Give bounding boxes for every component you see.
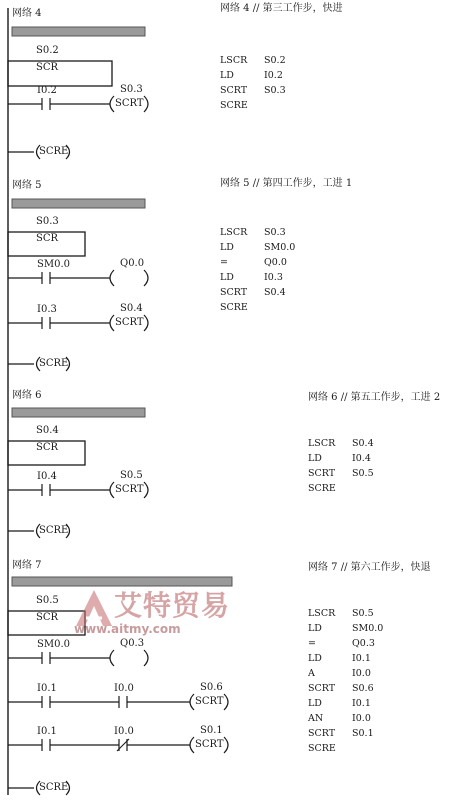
list-item <box>220 98 286 113</box>
network-7-rung-3-coil-right-paren <box>224 737 228 753</box>
instruction-op: SCRE <box>308 483 336 494</box>
network-5-rung-2-coil-left-paren <box>110 315 114 331</box>
instruction-op: SCRE <box>308 743 336 754</box>
network-7-rung-2-coil-right-paren <box>224 694 228 710</box>
network-6-title: 网络 6 <box>12 390 42 401</box>
instruction-op: AN <box>308 713 324 724</box>
network-5-rung-2-coil-label: S0.4 <box>120 303 143 314</box>
list-item <box>308 436 374 451</box>
instruction-op: SCRT <box>308 468 336 479</box>
list-item <box>308 711 383 726</box>
instruction-arg: S0.5 <box>352 468 374 479</box>
network-6-rung-1-coil-text: SCRT <box>115 484 144 495</box>
network-4-instruction-list <box>220 53 286 113</box>
list-item <box>220 68 286 83</box>
instruction-arg: I0.3 <box>264 272 283 283</box>
list-item <box>308 681 383 696</box>
list-item <box>220 255 295 270</box>
network-4-scre-text: SCRE <box>39 146 69 157</box>
network-7-rung-2-coil-left-paren <box>190 694 194 710</box>
network-6-instruction-list <box>308 436 374 496</box>
instruction-op: SCRE <box>220 100 248 111</box>
list-item <box>220 270 295 285</box>
instruction-op: SCRT <box>220 287 248 298</box>
instruction-op: LD <box>220 272 234 283</box>
watermark-url: www.aitmy.com <box>74 622 181 636</box>
network-4-rung-1-coil-label: S0.3 <box>120 84 143 95</box>
network-4-scr-address: S0.2 <box>36 45 59 56</box>
instruction-op: = <box>220 257 228 268</box>
network-4-header-bar <box>12 27 145 36</box>
list-item <box>220 285 295 300</box>
network-6-rung-1-contact-1-label: I0.4 <box>37 471 57 482</box>
network-7-instruction-list <box>308 606 383 756</box>
list-item <box>220 53 286 68</box>
list-item <box>308 621 383 636</box>
instruction-op: LSCR <box>308 608 336 619</box>
instruction-op: SCRT <box>220 85 248 96</box>
network-7-rung-1-coil-right-paren <box>144 650 148 666</box>
network-7-rung-3-coil-left-paren <box>190 737 194 753</box>
network-7-scr-text: SCR <box>36 612 59 623</box>
list-item <box>308 606 383 621</box>
network-7-rung-1-contact-1-label: SM0.0 <box>37 639 70 650</box>
network-6-scr-text: SCR <box>36 442 59 453</box>
network-5-rung-1-coil-label: Q0.0 <box>120 258 145 269</box>
network-7-rung-3-contact-1-label: I0.1 <box>37 726 57 737</box>
list-item <box>308 741 383 756</box>
network-6-scre-text: SCRE <box>39 525 69 536</box>
network-4-title: 网络 4 <box>12 8 42 19</box>
network-4-rung-1-coil-left-paren <box>110 96 114 112</box>
instruction-arg: I0.0 <box>352 668 371 679</box>
network-7-rung-1-coil-label: Q0.3 <box>120 638 145 649</box>
instruction-arg: S0.3 <box>264 227 286 238</box>
instruction-op: SCRT <box>308 728 336 739</box>
network-6-rung-1-coil-label: S0.5 <box>120 470 143 481</box>
instruction-arg: I0.0 <box>352 713 371 724</box>
network-5-rung-2-contact-1-label: I0.3 <box>37 304 57 315</box>
instruction-arg: S0.3 <box>264 85 286 96</box>
network-6-comment: 网络 6 // 第五工作步，工进 2 <box>308 392 441 403</box>
instruction-arg: I0.2 <box>264 70 283 81</box>
network-7-rung-3-contact-2-label: I0.0 <box>114 726 134 737</box>
instruction-op: LD <box>308 623 322 634</box>
watermark <box>72 588 242 636</box>
instruction-arg: Q0.0 <box>264 257 287 268</box>
instruction-arg: S0.1 <box>352 728 374 739</box>
instruction-arg: I0.1 <box>352 698 371 709</box>
network-7-scr-address: S0.5 <box>36 595 59 606</box>
network-7-title: 网络 7 <box>12 560 42 571</box>
network-7-rung-2-coil-text: SCRT <box>195 696 224 707</box>
network-4-rung-1-contact-1-label: I0.2 <box>37 85 57 96</box>
list-item <box>308 466 374 481</box>
network-5-comment: 网络 5 // 第四工作步，工进 1 <box>220 178 353 189</box>
network-4-rung-1-coil-text: SCRT <box>115 98 144 109</box>
network-4-scr-text: SCR <box>36 62 59 73</box>
list-item <box>308 451 374 466</box>
instruction-arg: SM0.0 <box>352 623 384 634</box>
instruction-op: SCRT <box>308 683 336 694</box>
network-7-rung-3-coil-label: S0.1 <box>200 725 223 736</box>
network-5-scre-text: SCRE <box>39 358 69 369</box>
network-5-rung-1-contact-1-label: SM0.0 <box>37 259 70 270</box>
instruction-arg: S0.4 <box>264 287 286 298</box>
network-7-comment: 网络 7 // 第六工作步，快退 <box>308 562 431 573</box>
network-5-instruction-list <box>220 225 295 315</box>
instruction-arg: I0.4 <box>352 453 371 464</box>
network-5-scr-text: SCR <box>36 233 59 244</box>
instruction-op: LD <box>308 453 322 464</box>
instruction-arg: SM0.0 <box>264 242 296 253</box>
list-item <box>308 696 383 711</box>
network-5-rung-1-coil-left-paren <box>110 270 114 286</box>
network-7-rung-3-coil-text: SCRT <box>195 739 224 750</box>
network-5-header-bar <box>12 199 145 208</box>
network-6-header-bar <box>12 408 145 417</box>
instruction-arg: Q0.3 <box>352 638 375 649</box>
list-item <box>308 636 383 651</box>
network-4-comment: 网络 4 // 第三工作步，快进 <box>220 3 343 14</box>
instruction-op: LD <box>308 653 322 664</box>
network-7-scre-text: SCRE <box>39 782 69 793</box>
list-item <box>308 666 383 681</box>
list-item <box>220 225 295 240</box>
network-4-rung-1-coil-right-paren <box>144 96 148 112</box>
instruction-op: = <box>308 638 316 649</box>
watermark-name: 艾特贸易 <box>114 589 231 622</box>
instruction-op: SCRE <box>220 302 248 313</box>
network-5-rung-2-coil-text: SCRT <box>115 317 144 328</box>
list-item <box>308 481 374 496</box>
list-item <box>220 240 295 255</box>
network-7-header-bar <box>12 577 232 586</box>
network-5-title: 网络 5 <box>12 180 42 191</box>
list-item <box>308 651 383 666</box>
network-7-rung-1-coil-left-paren <box>110 650 114 666</box>
network-7-rung-2-contact-2-label: I0.0 <box>114 683 134 694</box>
instruction-op: LSCR <box>220 227 248 238</box>
network-6-scr-address: S0.4 <box>36 425 59 436</box>
list-item <box>220 300 295 315</box>
network-5-scr-address: S0.3 <box>36 216 59 227</box>
instruction-op: LD <box>308 698 322 709</box>
instruction-arg: S0.5 <box>352 608 374 619</box>
network-7-rung-2-contact-1-label: I0.1 <box>37 683 57 694</box>
network-5-rung-2-coil-right-paren <box>144 315 148 331</box>
instruction-arg: S0.4 <box>352 438 374 449</box>
network-6-rung-1-coil-left-paren <box>110 482 114 498</box>
list-item <box>220 83 286 98</box>
instruction-arg: S0.6 <box>352 683 374 694</box>
instruction-op: LSCR <box>308 438 336 449</box>
instruction-op: LSCR <box>220 55 248 66</box>
instruction-op: LD <box>220 242 234 253</box>
list-item <box>308 726 383 741</box>
instruction-op: A <box>308 668 315 679</box>
network-7-rung-2-coil-label: S0.6 <box>200 682 223 693</box>
network-6-rung-1-coil-right-paren <box>144 482 148 498</box>
instruction-arg: I0.1 <box>352 653 371 664</box>
network-5-rung-1-coil-right-paren <box>144 270 148 286</box>
instruction-arg: S0.2 <box>264 55 286 66</box>
network-4-scr-box <box>8 61 112 86</box>
instruction-op: LD <box>220 70 234 81</box>
